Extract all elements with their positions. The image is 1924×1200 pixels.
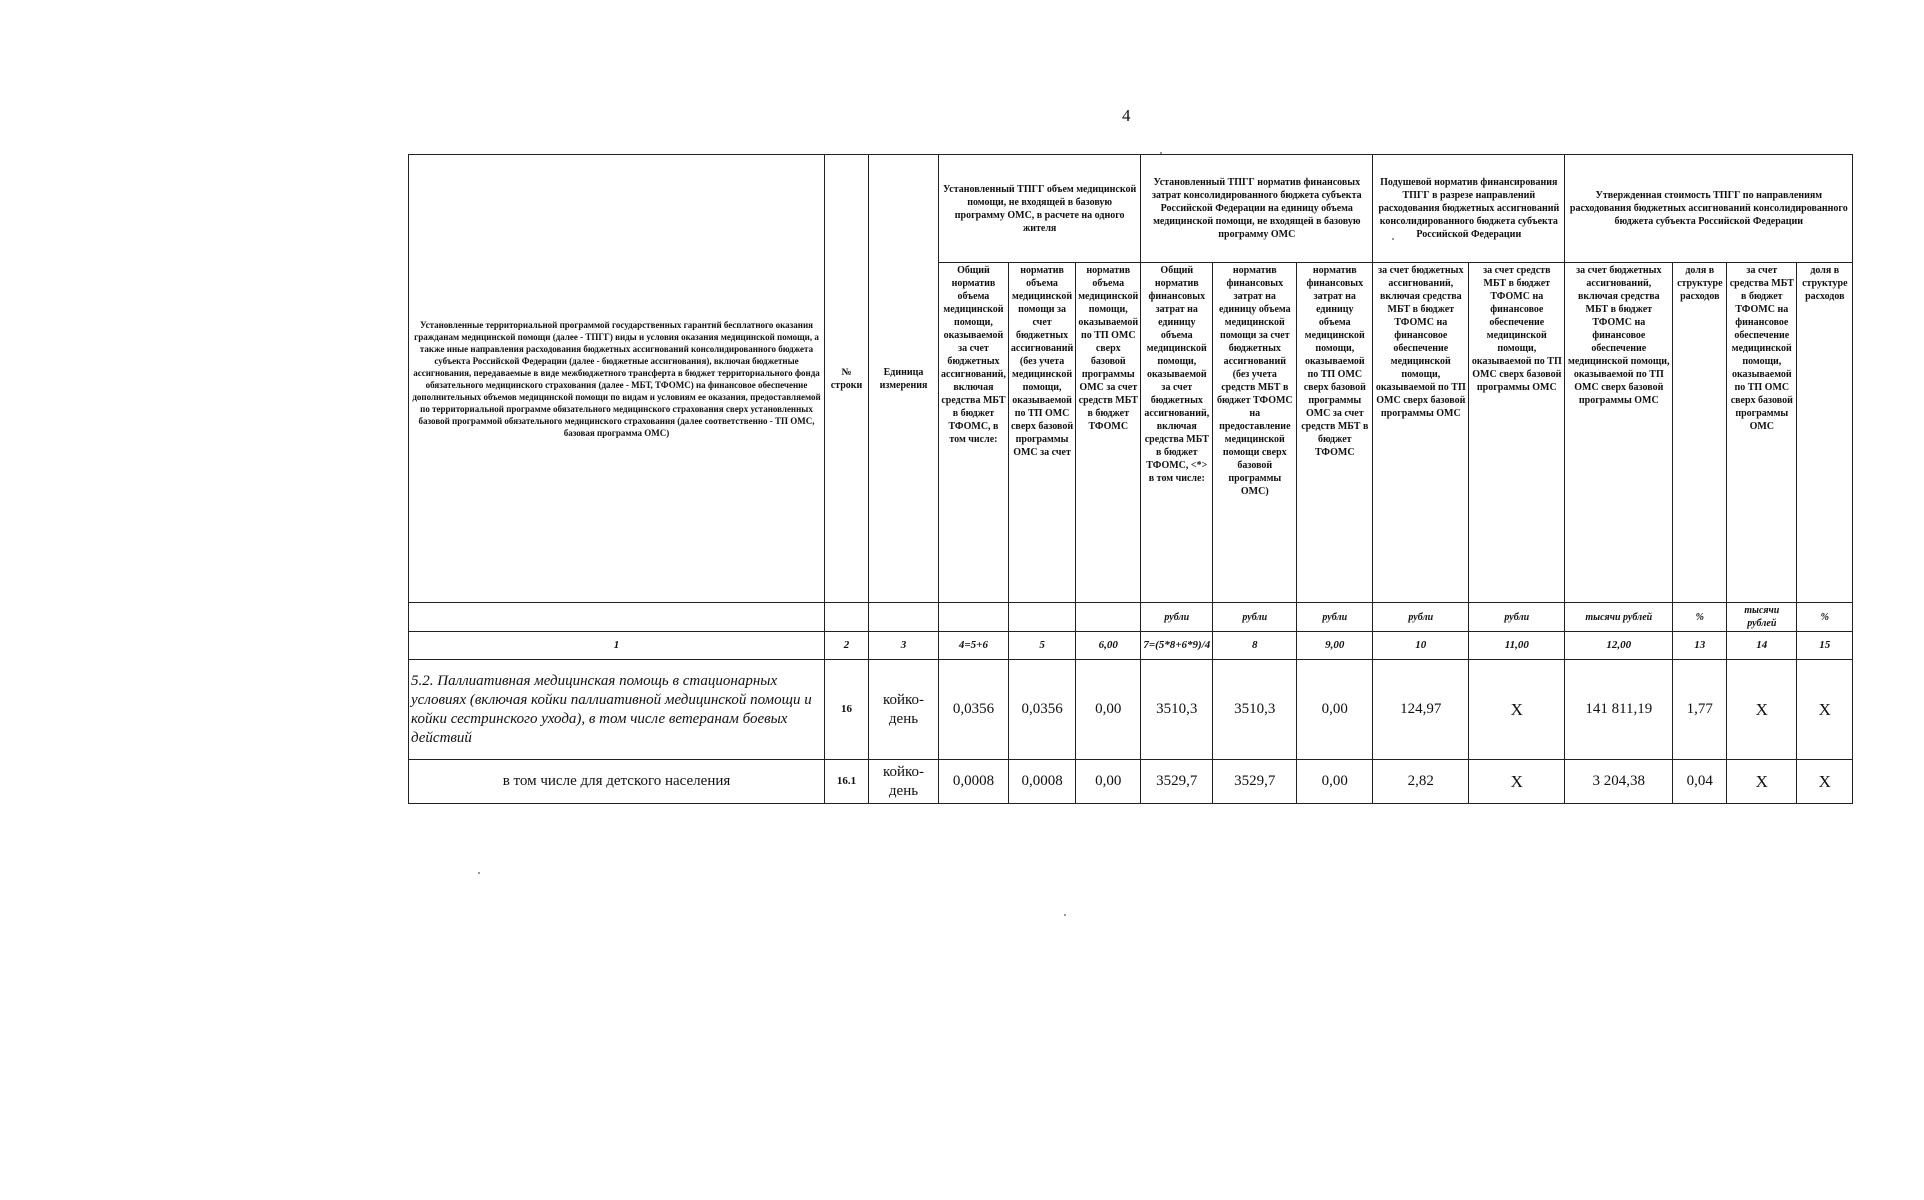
header-sub-10: за счет бюджетных ассигнований, включая средства МБТ в бюджет ТФОМС на финансовое обеспечение медицинской помощи, оказываемой по ТП ОМС сверх базовой программы ОМС	[1373, 263, 1469, 603]
header-sub-15: доля в структуре расходов	[1797, 263, 1853, 603]
row-unit: койко-день	[869, 760, 939, 804]
colnum-14: 14	[1727, 632, 1797, 660]
row-v10: 124,97	[1373, 660, 1469, 760]
colnum-3: 3	[869, 632, 939, 660]
colnum-8: 8	[1213, 632, 1297, 660]
units-cell-12: тысячи рублей	[1565, 603, 1673, 632]
row-v5: 0,0008	[1008, 760, 1075, 804]
units-cell	[825, 603, 869, 632]
header-row-units	[409, 603, 1853, 632]
header-group-cost-norm: Установленный ТПГГ норматив финансовых затрат консолидированного бюджета субъекта Российской Федерации на единицу объема медицинской помощи, не входящей в базовую программу ОМС	[1141, 155, 1373, 263]
header-col-row-number: № строки	[825, 155, 869, 603]
units-cell-11: рубли	[1469, 603, 1565, 632]
colnum-2: 2	[825, 632, 869, 660]
row-v10: 2,82	[1373, 760, 1469, 804]
scan-speck	[1064, 914, 1066, 916]
units-cell	[1076, 603, 1141, 632]
row-number: 16	[825, 660, 869, 760]
header-group-volume: Установленный ТПГГ объем медицинской помощи, не входящей в базовую программу ОМС, в расчете на одного жителя	[939, 155, 1141, 263]
units-cell	[939, 603, 1009, 632]
header-sub-9: норматив финансовых затрат на единицу объема медицинской помощи, оказываемой по ТП ОМС сверх базовой программы ОМС за счет средств МБТ в бюджет ТФОМС	[1297, 263, 1373, 603]
colnum-9: 9,00	[1297, 632, 1373, 660]
colnum-1: 1	[409, 632, 825, 660]
row-v11: X	[1469, 660, 1565, 760]
colnum-12: 12,00	[1565, 632, 1673, 660]
units-cell	[1008, 603, 1075, 632]
units-cell-13: %	[1673, 603, 1727, 632]
header-sub-12: за счет бюджетных ассигнований, включая средства МБТ в бюджет ТФОМС на финансовое обеспечение медицинской помощи, оказываемой по ТП ОМС сверх базовой программы ОМС	[1565, 263, 1673, 603]
header-row-groups	[409, 155, 1853, 263]
row-name: в том числе для детского населения	[409, 760, 825, 804]
units-cell-8: рубли	[1213, 603, 1297, 632]
header-group-per-capita: Подушевой норматив финансирования ТПГГ в разрезе направлений расходования бюджетных ассигнований консолидированного бюджета субъекта Российской Федерации	[1373, 155, 1565, 263]
header-sub-13: доля в структуре расходов	[1673, 263, 1727, 603]
row-name: 5.2. Паллиативная медицинская помощь в стационарных условиях (включая койки паллиативной медицинской помощи и койки сестринского ухода), в том числе ветеранам боевых действий	[409, 660, 825, 760]
row-v6: 0,00	[1076, 660, 1141, 760]
row-v15: X	[1797, 660, 1853, 760]
table-row	[409, 760, 1853, 804]
row-v14: X	[1727, 760, 1797, 804]
units-cell-10: рубли	[1373, 603, 1469, 632]
row-v12: 3 204,38	[1565, 760, 1673, 804]
header-sub-5: норматив объема медицинской помощи за счет бюджетных ассигнований (без учета медицинской помощи, оказываемой по ТП ОМС сверх базовой программы ОМС за счет	[1008, 263, 1075, 603]
row-v12: 141 811,19	[1565, 660, 1673, 760]
row-v4: 0,0008	[939, 760, 1009, 804]
scan-speck	[1160, 152, 1162, 154]
units-cell-7: рубли	[1141, 603, 1213, 632]
page-number: 4	[1122, 106, 1131, 125]
row-v7: 3529,7	[1141, 760, 1213, 804]
header-row-column-numbers	[409, 632, 1853, 660]
header-col-description: Установленные территориальной программой государственных гарантий бесплатного оказания гражданам медицинской помощи (далее - ТПГГ) виды и условия оказания медицинской помощи, а также иные направления расходования бюджетных ассигнований консолидированного бюджета субъекта Российской Федерации (далее - бюджетные ассигнования), включая бюджетные ассигнования, передаваемые в виде межбюджетного трансферта в бюджет территориального фонда обязательного медицинского страхования (далее - МБТ, ТФОМС) на финансовое обеспечение дополнительных объемов медицинской помощи по видам и условиям ее оказания, предоставляемой по территориальной программе обязательного медицинского страхования сверх установленных базовой программой обязательного медицинского страхования (далее соответственно - ТП ОМС, базовая программа ОМС)	[409, 155, 825, 603]
colnum-13: 13	[1673, 632, 1727, 660]
table-row	[409, 660, 1853, 760]
units-cell	[409, 603, 825, 632]
header-sub-11: за счет средств МБТ в бюджет ТФОМС на финансовое обеспечение медицинской помощи, оказываемой по ТП ОМС сверх базовой программы ОМС	[1469, 263, 1565, 603]
colnum-11: 11,00	[1469, 632, 1565, 660]
row-v8: 3510,3	[1213, 660, 1297, 760]
colnum-7: 7=(5*8+6*9)/4	[1141, 632, 1213, 660]
row-number: 16.1	[825, 760, 869, 804]
units-cell-14: тысячи рублей	[1727, 603, 1797, 632]
units-cell-9: рубли	[1297, 603, 1373, 632]
header-sub-4: Общий норматив объема медицинской помощи, оказываемой за счет бюджетных ассигнований, включая средства МБТ в бюджет ТФОМС, в том числе:	[939, 263, 1009, 603]
header-sub-8: норматив финансовых затрат на единицу объема медицинской помощи за счет бюджетных ассигнований (без учета средств МБТ в бюджет ТФОМС на предоставление медицинской помощи сверх базовой программы ОМС)	[1213, 263, 1297, 603]
row-v11: X	[1469, 760, 1565, 804]
header-sub-6: норматив объема медицинской помощи, оказываемой по ТП ОМС сверх базовой программы ОМС за счет средств МБТ в бюджет ТФОМС	[1076, 263, 1141, 603]
row-v5: 0,0356	[1008, 660, 1075, 760]
colnum-5: 5	[1008, 632, 1075, 660]
colnum-4: 4=5+6	[939, 632, 1009, 660]
row-v8: 3529,7	[1213, 760, 1297, 804]
row-v15: X	[1797, 760, 1853, 804]
row-v14: X	[1727, 660, 1797, 760]
header-col-unit: Единица измерения	[869, 155, 939, 603]
header-sub-14: за счет средства МБТ в бюджет ТФОМС на финансовое обеспечение медицинской помощи, оказываемой по ТП ОМС сверх базовой программы ОМС	[1727, 263, 1797, 603]
colnum-15: 15	[1797, 632, 1853, 660]
row-v13: 1,77	[1673, 660, 1727, 760]
row-v9: 0,00	[1297, 660, 1373, 760]
row-v6: 0,00	[1076, 760, 1141, 804]
row-v13: 0,04	[1673, 760, 1727, 804]
units-cell	[869, 603, 939, 632]
row-unit: койко-день	[869, 660, 939, 760]
colnum-6: 6,00	[1076, 632, 1141, 660]
budget-table	[408, 154, 1853, 804]
row-v9: 0,00	[1297, 760, 1373, 804]
scan-speck	[478, 872, 480, 874]
units-cell-15: %	[1797, 603, 1853, 632]
header-group-approved-cost: Утвержденная стоимость ТПГГ по направлениям расходования бюджетных ассигнований консолидированного бюджета субъекта Российской Федерации	[1565, 155, 1853, 263]
header-sub-7: Общий норматив финансовых затрат на единицу объема медицинской помощи, оказываемой за счет бюджетных ассигнований, включая средства МБТ в бюджет ТФОМС, <*> в том числе:	[1141, 263, 1213, 603]
row-v7: 3510,3	[1141, 660, 1213, 760]
scan-speck	[1392, 238, 1394, 240]
row-v4: 0,0356	[939, 660, 1009, 760]
colnum-10: 10	[1373, 632, 1469, 660]
